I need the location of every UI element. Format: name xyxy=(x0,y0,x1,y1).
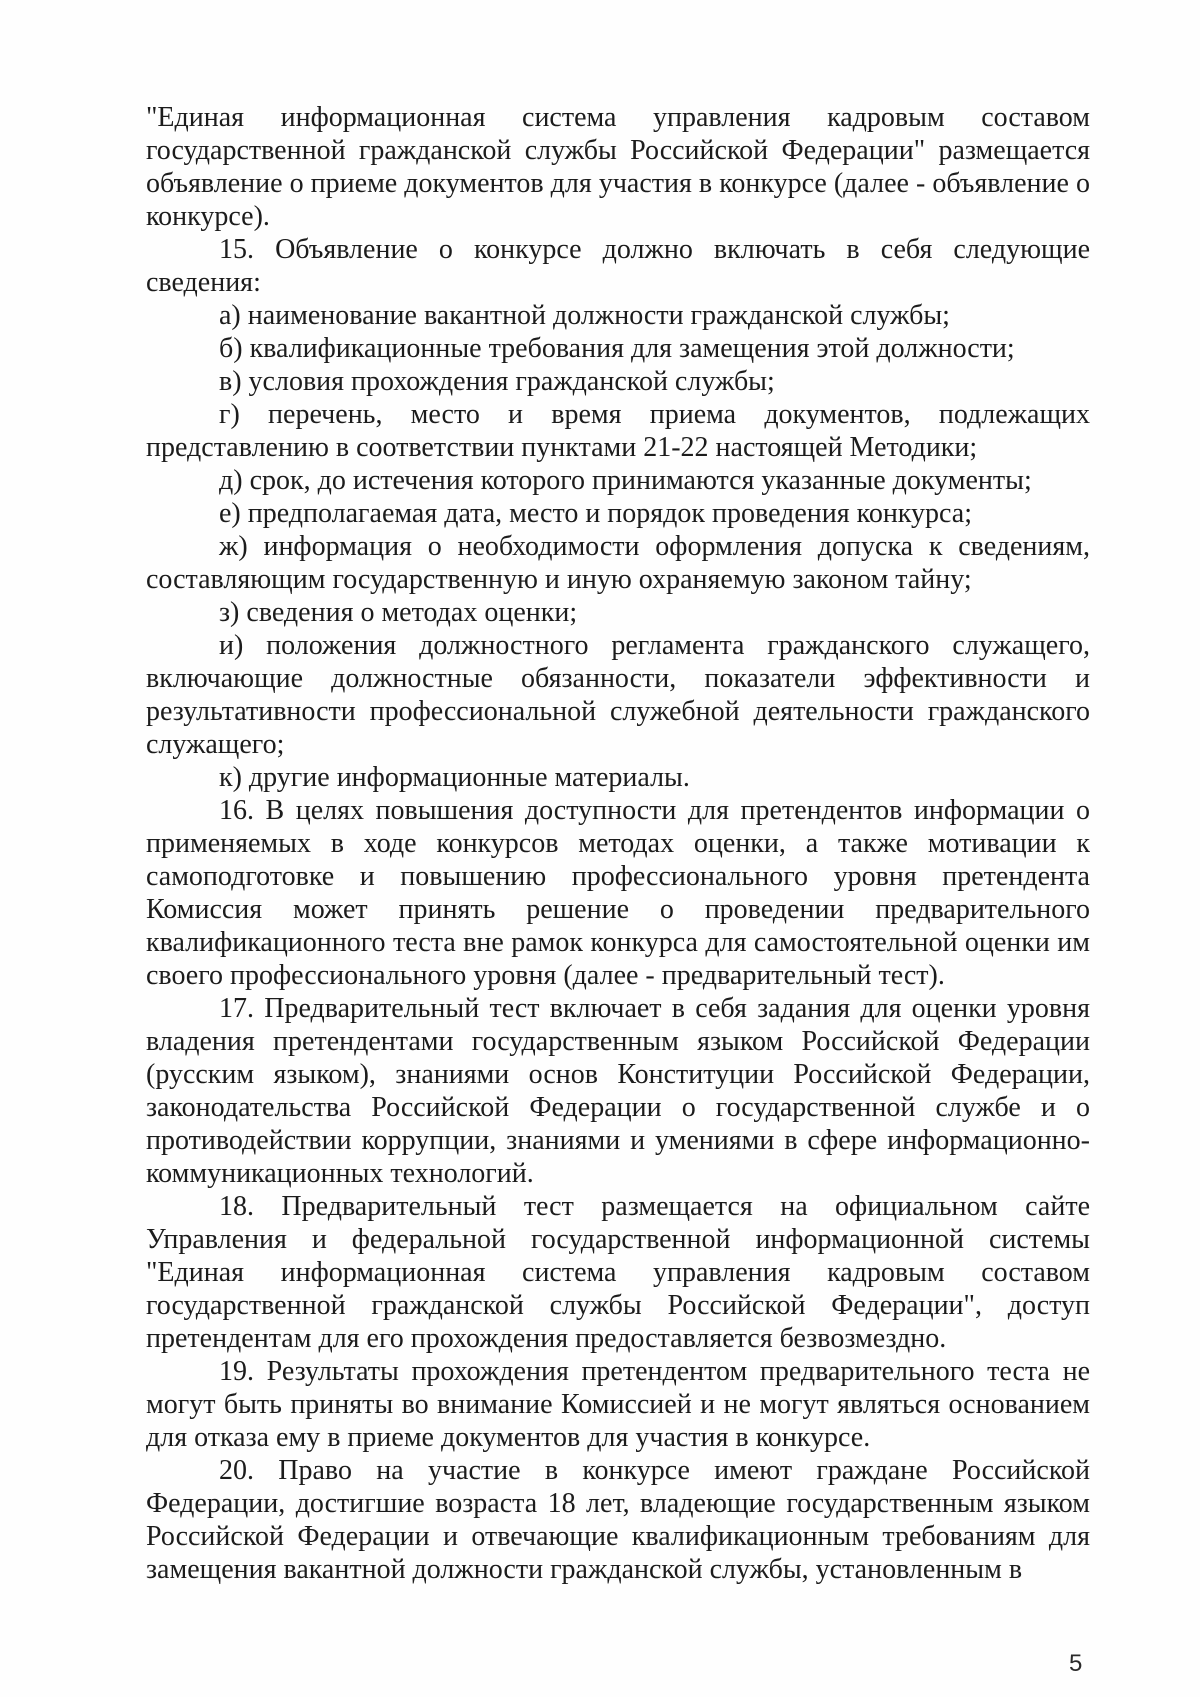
list-item-d: д) срок, до истечения которого принимаются указанные документы; xyxy=(219,465,1032,496)
paragraph-item-18: 18. Предварительный тест размещается на официальном сайте Управления и федеральной государственной информационной системы "Единая информационная система управления кадровым составом государственной гражданской службы Российской Федерации", доступ претендентам для его прохождения предоставляется безвозмездно. xyxy=(146,1191,1090,1354)
list-item-b: б) квалификационные требования для замещения этой должности; xyxy=(219,333,1015,364)
paragraph-item-20: 20. Право на участие в конкурсе имеют граждане Российской Федерации, достигшие возраста 18 лет, владеющие государственным языком Российской Федерации и отвечающие квалификационным требованиям для замещения вакантной должности гражданской службы, установленным в xyxy=(146,1455,1090,1585)
document-body xyxy=(146,101,1090,1586)
list-item-g: г) перечень, место и время приема документов, подлежащих представлению в соответствии пунктами 21-22 настоящей Методики; xyxy=(146,399,1090,463)
paragraph-item-17: 17. Предварительный тест включает в себя задания для оценки уровня владения претендентами государственным языком Российской Федерации (русским языком), знаниями основ Конституции Российской Федерации, законодательства Российской Федерации о государственной службе и о противодействии коррупции, знаниями и умениями в сфере информационно-коммуникационных технологий. xyxy=(146,993,1090,1189)
page-number: 5 xyxy=(1069,1650,1083,1677)
list-item-z: з) сведения о методах оценки; xyxy=(219,597,578,628)
paragraph-item-15: 15. Объявление о конкурсе должно включать в себя следующие сведения: xyxy=(146,234,1090,298)
paragraph-item-16: 16. В целях повышения доступности для претендентов информации о применяемых в ходе конкурсов методах оценки, а также мотивации к самоподготовке и повышению профессионального уровня претендента Комиссия может принять решение о проведении предварительного квалификационного теста вне рамок конкурса для самостоятельной оценки им своего профессионального уровня (далее - предварительный тест). xyxy=(146,795,1090,991)
list-item-i: и) положения должностного регламента гражданского служащего, включающие должностные обязанности, показатели эффективности и результативности профессиональной служебной деятельности гражданского служащего; xyxy=(146,630,1090,760)
list-item-v: в) условия прохождения гражданской службы; xyxy=(219,366,775,397)
paragraph-item-19: 19. Результаты прохождения претендентом предварительного теста не могут быть приняты во внимание Комиссией и не могут являться основанием для отказа ему в приеме документов для участия в конкурсе. xyxy=(146,1356,1090,1453)
list-item-e: е) предполагаемая дата, место и порядок проведения конкурса; xyxy=(219,498,972,529)
paragraph-intro-continuation: "Единая информационная система управления кадровым составом государственной гражданской службы Российской Федерации" размещается объявление о приеме документов для участия в конкурсе (далее - объявление о конкурсе). xyxy=(146,102,1090,232)
list-item-a: а) наименование вакантной должности гражданской службы; xyxy=(219,300,950,331)
list-item-zh: ж) информация о необходимости оформления допуска к сведениям, составляющим государственную и иную охраняемую законом тайну; xyxy=(146,531,1090,595)
list-item-k: к) другие информационные материалы. xyxy=(219,762,690,793)
